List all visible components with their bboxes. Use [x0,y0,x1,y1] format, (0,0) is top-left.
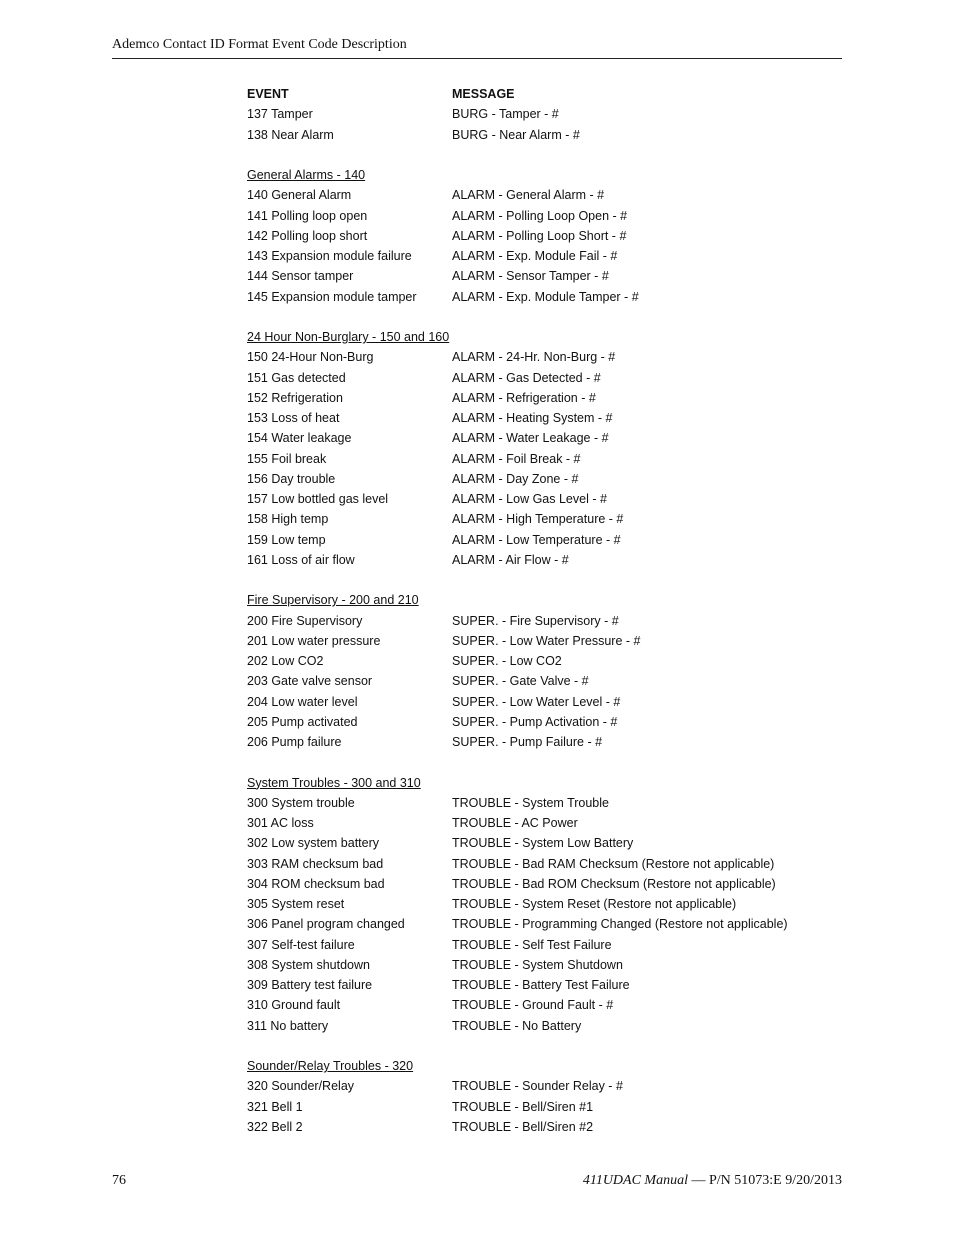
event-code: 151 Gas detected [247,370,346,385]
event-message: TROUBLE - Self Test Failure [452,937,612,952]
table-row [247,651,847,671]
event-message: SUPER. - Low CO2 [452,654,562,668]
event-message: ALARM - High Temperature - # [452,512,624,527]
column-header-event: EVENT [247,87,289,101]
section-title: System Troubles - 300 and 310 [247,775,421,790]
event-code: 203 Gate valve sensor [247,674,373,689]
table-section [247,773,847,1036]
event-code: 201 Low water pressure [247,633,381,648]
table-row [247,428,847,448]
event-code: 156 Day trouble [247,471,336,486]
event-code: 158 High temp [247,512,329,527]
event-code: 144 Sensor tamper [247,269,354,284]
running-header: Ademco Contact ID Format Event Code Description [112,37,407,52]
event-code: 300 System trouble [247,795,355,810]
event-message: ALARM - Low Gas Level - # [452,492,607,506]
table-row [247,854,847,874]
event-message: ALARM - General Alarm - # [452,188,605,203]
event-message: TROUBLE - Ground Fault - # [452,998,614,1013]
event-code: 302 Low system battery [247,836,380,851]
event-code: 204 Low water level [247,694,358,709]
header-rule [112,58,842,59]
event-code: 154 Water leakage [247,431,352,446]
event-message: BURG - Tamper - # [452,107,559,122]
event-message: ALARM - Foil Break - # [452,451,581,466]
event-message: ALARM - Refrigeration - # [452,390,596,405]
event-message: ALARM - Air Flow - # [452,552,569,567]
event-code: 141 Polling loop open [247,208,368,223]
event-code: 202 Low CO2 [247,654,324,668]
event-code: 301 AC loss [247,816,314,830]
page-number: 76 [112,1173,126,1188]
event-message: SUPER. - Pump Failure - # [452,735,603,749]
event-message: TROUBLE - System Trouble [452,795,609,810]
table-section [247,1056,847,1137]
event-message: TROUBLE - Bad RAM Checksum (Restore not applicable) [452,856,775,871]
event-code: 321 Bell 1 [247,1099,303,1114]
event-code: 142 Polling loop short [247,228,368,243]
table-header-row [247,84,847,104]
event-message: TROUBLE - Battery Test Failure [452,978,630,992]
event-code: 155 Foil break [247,451,327,466]
event-code-table [247,84,847,1137]
part-number: P/N 51073:E 9/20/2013 [708,1173,842,1188]
event-code: 200 Fire Supervisory [247,613,363,628]
event-code: 145 Expansion module tamper [247,289,417,304]
table-row [247,611,847,631]
table-row [247,712,847,732]
event-message: TROUBLE - Programming Changed (Restore not applicable) [452,917,788,932]
section-title: General Alarms - 140 [247,168,366,182]
table-row [247,975,847,995]
table-row [247,995,847,1015]
table-section [247,327,847,570]
table-row [247,813,847,833]
table-row [247,469,847,489]
event-message: SUPER. - Fire Supervisory - # [452,613,619,628]
event-message: SUPER. - Low Water Pressure - # [452,633,641,648]
event-message: TROUBLE - Bell/Siren #1 [452,1099,594,1114]
event-code: 140 General Alarm [247,188,352,203]
table-row [247,692,847,712]
table-row [247,246,847,266]
event-code: 311 No battery [247,1018,329,1033]
event-message: ALARM - Gas Detected - # [452,370,601,385]
table-row [247,833,847,853]
event-code: 306 Panel program changed [247,917,405,932]
table-row [247,550,847,570]
event-message: ALARM - Day Zone - # [452,471,579,486]
table-row [247,1076,847,1096]
section-title: Fire Supervisory - 200 and 210 [247,593,419,608]
table-row [247,388,847,408]
table-section [247,590,847,752]
event-code: 153 Loss of heat [247,411,340,425]
event-message: ALARM - Exp. Module Tamper - # [452,289,639,304]
section-title: 24 Hour Non-Burglary - 150 and 160 [247,330,450,344]
event-message: TROUBLE - Bell/Siren #2 [452,1119,594,1134]
table-section [247,165,847,307]
table-row [247,347,847,367]
sections [247,165,847,1137]
event-message: ALARM - Water Leakage - # [452,431,609,446]
column-header-message: MESSAGE [452,87,515,101]
footer-separator: — [687,1173,709,1188]
table-row [247,206,847,226]
event-code: 322 Bell 2 [247,1119,303,1134]
event-message: TROUBLE - System Shutdown [452,957,623,972]
table-row [247,631,847,651]
event-code: 137 Tamper [247,107,313,122]
event-message: TROUBLE - Sounder Relay - # [452,1079,623,1094]
event-message: TROUBLE - No Battery [452,1018,582,1033]
event-code: 159 Low temp [247,532,326,547]
event-code: 307 Self-test failure [247,937,355,952]
manual-title: 411UDAC Manual [582,1173,688,1188]
table-row [247,509,847,529]
event-message: BURG - Near Alarm - # [452,127,580,142]
event-message: ALARM - Exp. Module Fail - # [452,249,618,263]
table-row [247,266,847,286]
table-row [247,874,847,894]
event-message: ALARM - Sensor Tamper - # [452,269,609,284]
event-message: ALARM - Polling Loop Short - # [452,228,627,243]
table-row [247,1097,847,1117]
event-code: 303 RAM checksum bad [247,856,384,871]
event-code: 150 24-Hour Non-Burg [247,350,374,365]
table-row [247,530,847,550]
table-row [247,489,847,509]
event-code: 206 Pump failure [247,735,342,749]
table-row [247,793,847,813]
table-row [247,1117,847,1137]
table-row [247,125,847,145]
event-message: TROUBLE - AC Power [452,816,578,830]
table-row [247,287,847,307]
event-message: SUPER. - Low Water Level - # [452,694,621,709]
event-code: 138 Near Alarm [247,127,334,142]
event-code: 320 Sounder/Relay [247,1079,355,1094]
table-row [247,408,847,428]
table-row [247,368,847,388]
event-code: 304 ROM checksum bad [247,876,385,891]
table-row [247,671,847,691]
table-row [247,894,847,914]
event-code: 205 Pump activated [247,714,358,729]
event-code: 305 System reset [247,897,345,911]
event-code: 308 System shutdown [247,957,370,972]
event-message: ALARM - Polling Loop Open - # [452,208,628,223]
event-message: TROUBLE - System Low Battery [452,836,634,851]
top-rows [247,104,847,145]
table-row [247,935,847,955]
table-row [247,226,847,246]
event-code: 152 Refrigeration [247,390,343,405]
event-message: SUPER. - Gate Valve - # [452,674,589,689]
event-message: TROUBLE - Bad ROM Checksum (Restore not applicable) [452,876,776,891]
event-code: 161 Loss of air flow [247,552,355,567]
table-row [247,1016,847,1036]
event-message: SUPER. - Pump Activation - # [452,714,618,729]
event-message: ALARM - Heating System - # [452,411,613,425]
table-row [247,914,847,934]
event-code: 143 Expansion module failure [247,249,412,263]
event-message: TROUBLE - System Reset (Restore not applicable) [452,897,737,911]
footer-manual-info [583,1173,842,1189]
event-message: ALARM - Low Temperature - # [452,532,621,547]
section-title: Sounder/Relay Troubles - 320 [247,1059,414,1073]
event-code: 309 Battery test failure [247,978,373,992]
event-code: 310 Ground fault [247,998,341,1013]
event-message: ALARM - 24-Hr. Non-Burg - # [452,350,616,365]
table-row [247,449,847,469]
event-code: 157 Low bottled gas level [247,492,389,506]
table-row [247,185,847,205]
table-row [247,104,847,124]
table-row [247,732,847,752]
table-row [247,955,847,975]
